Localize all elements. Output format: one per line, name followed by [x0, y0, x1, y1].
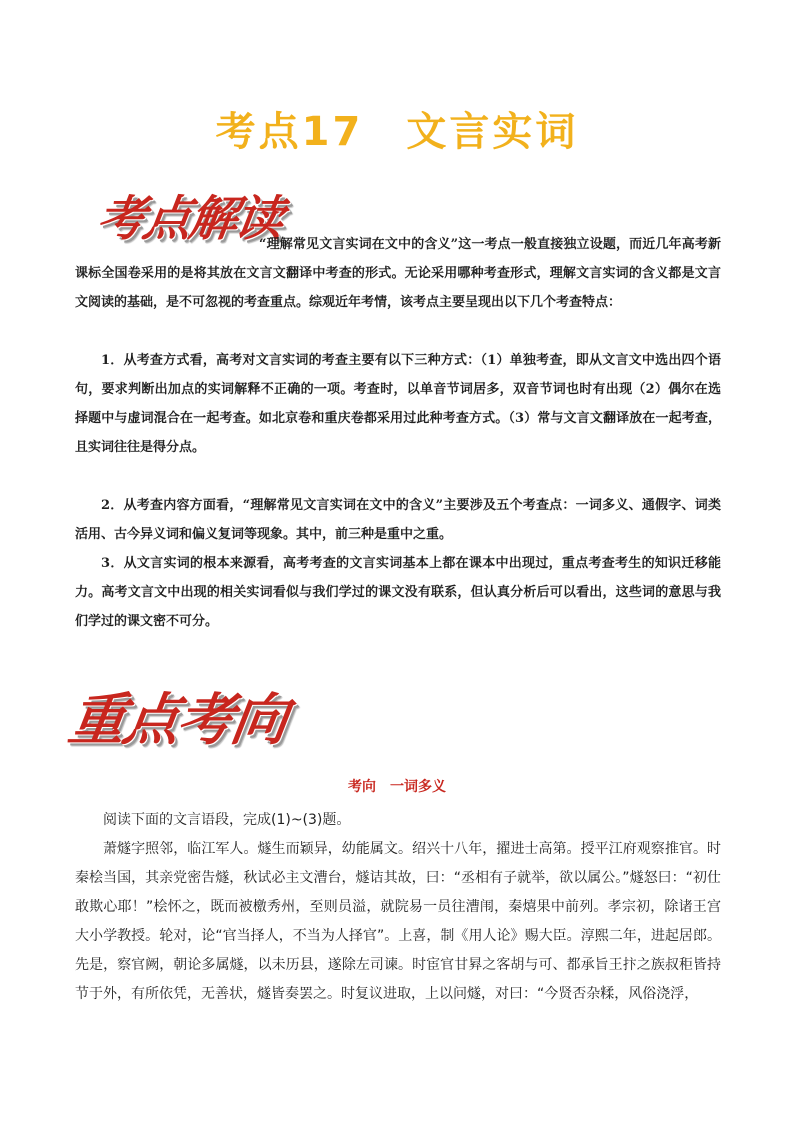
instruction-text: 阅读下面的文言语段，完成(1)~(3)题。	[103, 812, 351, 828]
point-2-paragraph: 2．从考查内容方面看，“理解常见文言实词在文中的含义”主要涉及五个考查点：一词多义、通假字、词类活用、古今异义词和偏义复词等现象。其中，前三种是重中之重。	[75, 498, 721, 542]
point-1-paragraph: 1．从考查方式看，高考对文言实词的考查主要有以下三种方式：（1）单独考查，即从文言文中选出四个语句，要求判断出加点的实词解释不正确的一项。考查时，以单音节词居多，双音节词也时有出现（2）偶尔在选择题中与虚词混合在一起考查。如北京卷和重庆卷都采用过此种考查方式。（3）常与文言文翻译放在一起考查，且实词往往是得分点。	[75, 353, 721, 455]
intro-paragraph: “理解常见文言实词在文中的含义”这一考点一般直接独立设题，而近几年高考新课标全国卷采用的是将其放在文言文翻译中考查的形式。无论采用哪种考查形式，理解文言实词的含义都是文言文阅读的基础，是不可忽视的考查重点。综观近年考情，该考点主要呈现出以下几个考查特点：	[75, 237, 721, 310]
point-3-paragraph: 3．从文言实词的根本来源看，高考考查的文言实词基本上都在课本中出现过，重点考查考生的知识迁移能力。高考文言文中出现的相关实词看似与我们学过的课文没有联系，但认真分析后可以看出，这些词的意思与我们学过的课文密不可分。	[75, 556, 721, 629]
section-banner-interpretation: 考点解读	[93, 191, 286, 247]
subheading: 考向 一词多义	[348, 779, 446, 795]
passage-text: 萧燧字照邻，临江军人。燧生而颖异，幼能属文。绍兴十八年，擢进士高第。授平江府观察推官。时秦桧当国，其亲党密告燧，秋试必主文漕台，燧诘其故，曰：“丞相有子就举，欲以属公。”燧怒曰：“初仕敢欺心耶！”桧怀之，既而被檄秀州，至则员溢，就院易一员往漕闱，秦熺果中前列。孝宗初，除诸王宫大小学教授。轮对，论“官当择人，不当为人择官”。上喜，制《用人论》赐大臣。淳熙二年，进起居郎。先是，察官阙，朝论多属燧，以未历县，遂除左司谏。时宦官甘昪之客胡与可、都承旨王抃之族叔秬皆持节于外，有所依凭，无善状，燧皆奏罢之。时复议进取，上以问燧，对曰：“今贤否杂糅，风俗浇浮，	[75, 841, 721, 1002]
section-banner-focus: 重点考向	[64, 688, 290, 753]
page-title: 考点17 文言实词	[215, 109, 579, 155]
